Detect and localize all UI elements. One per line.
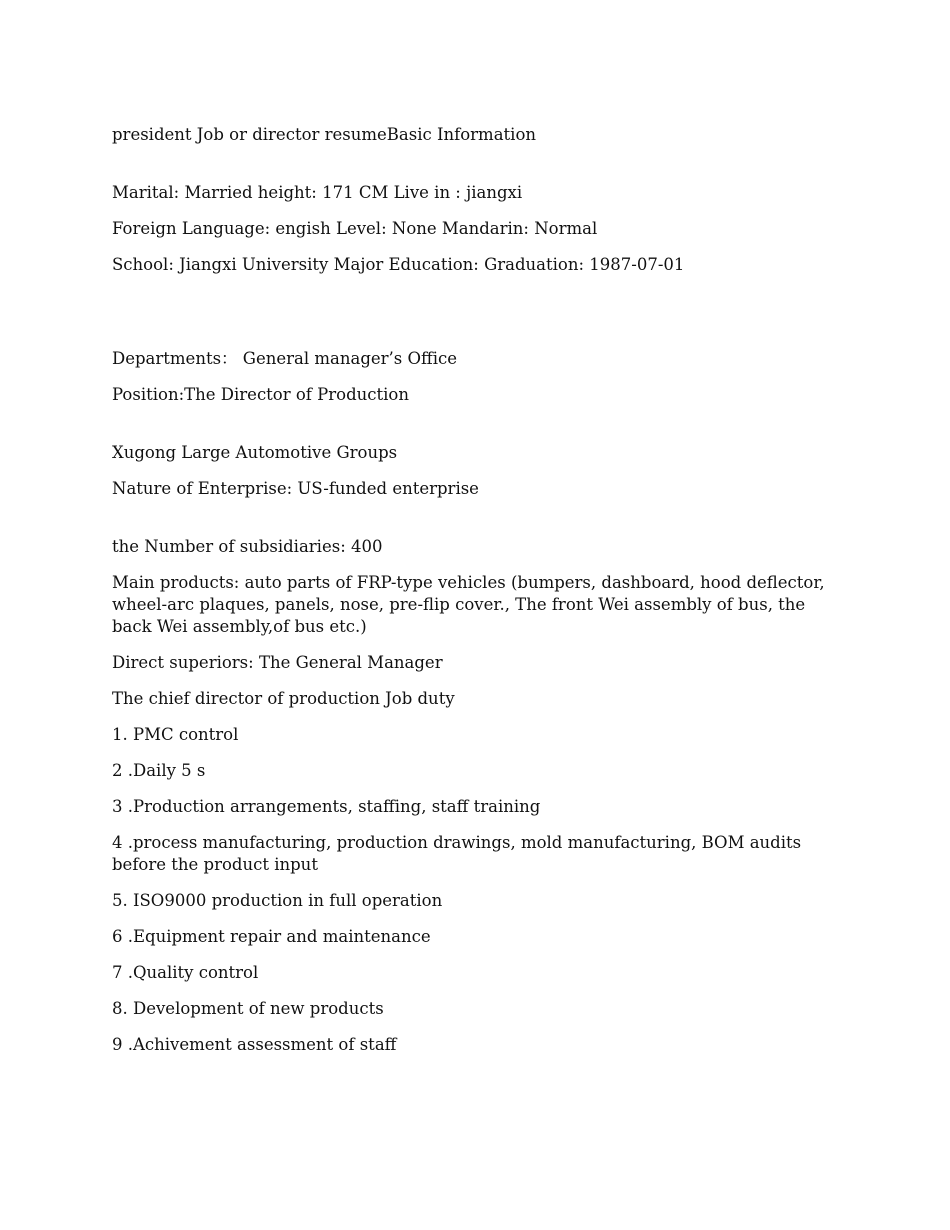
duty-item: 5. ISO9000 production in full operation: [112, 891, 443, 910]
company-name: Xugong Large Automotive Groups: [112, 443, 398, 462]
personal-info-line-3: School: Jiangxi University Major Education: Graduation: 1987-07-01: [112, 255, 685, 274]
duty-item: 4 .process manufacturing, production drawings, mold manufacturing, BOM audits before the product input: [112, 833, 802, 874]
duty-item: 7 .Quality control: [112, 963, 259, 982]
enterprise-nature: Nature of Enterprise: US-funded enterprise: [112, 479, 479, 498]
document-body: [112, 124, 827, 1070]
duty-item: 1. PMC control: [112, 725, 239, 744]
position-line: Position:The Director of Production: [112, 385, 409, 404]
document-title: president Job or director resumeBasic Information: [112, 125, 537, 144]
job-duty-heading: The chief director of production Job duty: [112, 689, 455, 708]
personal-info-line-2: Foreign Language: engish Level: None Mandarin: Normal: [112, 219, 598, 238]
departments-line: Departments： General manager’s Office: [112, 349, 458, 368]
duty-item: 3 .Production arrangements, staffing, staff training: [112, 797, 541, 816]
duty-item: 8. Development of new products: [112, 999, 384, 1018]
duty-item: 9 .Achivement assessment of staff: [112, 1035, 397, 1054]
subsidiaries-count: the Number of subsidiaries: 400: [112, 537, 383, 556]
duty-item: 2 .Daily 5 s: [112, 761, 206, 780]
personal-info-line-1: Marital: Married height: 171 CM Live in : jiangxi: [112, 183, 523, 202]
duty-item: 6 .Equipment repair and maintenance: [112, 927, 431, 946]
direct-superiors: Direct superiors: The General Manager: [112, 653, 443, 672]
main-products: Main products: auto parts of FRP-type vehicles (bumpers, dashboard, hood deflector, wheel-arc plaques, panels, nose, pre-flip cover., The front Wei assembly of bus, the back Wei assembly,of bus etc.): [112, 573, 825, 636]
